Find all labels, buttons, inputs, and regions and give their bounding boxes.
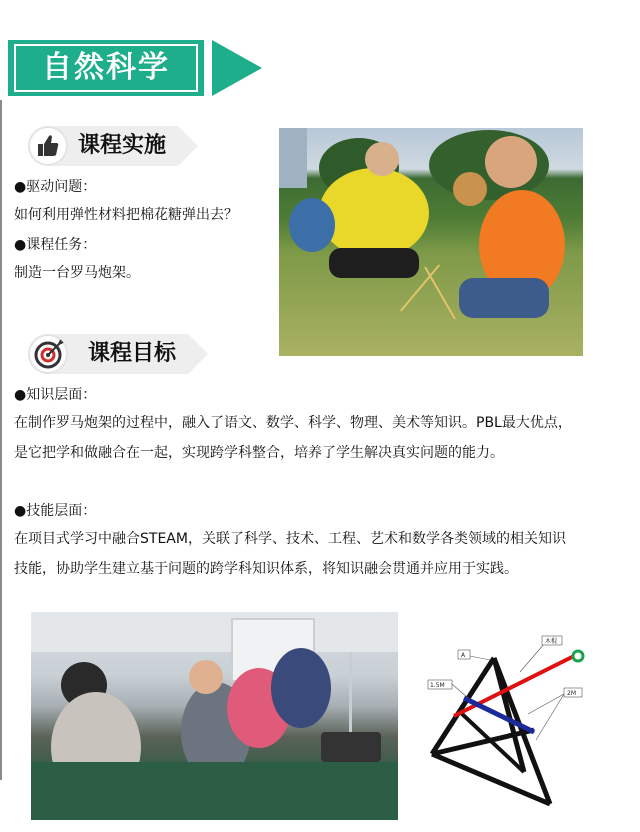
photo-adult-pants: [329, 248, 419, 278]
knowledge-text-line: 在制作罗马炮架的过程中，融入了语文、数学、科学、物理、美术等知识。PBL最大优点，: [14, 415, 572, 431]
section-heading-implementation: [14, 126, 184, 166]
skill-text-line: 技能，协助学生建立基于问题的跨学科知识体系，将知识融会贯通并应用于实践。: [14, 561, 518, 577]
photo-tablet: [321, 732, 381, 762]
banner-arrow: [212, 40, 262, 96]
photo-child-jeans: [459, 278, 549, 318]
diagram-label-1-5m: 1.5M: [430, 682, 445, 689]
knowledge-level-label: ●知识层面：: [14, 387, 97, 403]
header-banner: [8, 40, 204, 96]
target-icon: [28, 334, 68, 374]
photo-child2-head: [453, 172, 487, 206]
photo-faucet: [349, 652, 352, 732]
left-margin-rule: [0, 100, 2, 780]
diagram-label-a: A: [461, 652, 466, 659]
thumbs-up-icon: [28, 126, 68, 166]
diagram-label-2m: 2M: [567, 690, 576, 697]
page-title: 自然科学: [42, 50, 170, 85]
course-task-text: 制造一台罗马炮架。: [14, 265, 140, 281]
diagram-cup: [573, 651, 583, 661]
course-task-label: ●课程任务：: [14, 237, 97, 253]
section-title-implementation: 课程实施: [78, 133, 167, 158]
photo-student-head: [189, 660, 223, 694]
classroom-activity-photo: [31, 612, 398, 820]
diagram-label-stick: 木棍: [545, 638, 558, 645]
photo-adult-jacket: [319, 168, 429, 258]
photo-stick: [424, 267, 456, 320]
driving-question-text: 如何利用弹性材料把棉花糖弹出去？: [14, 207, 238, 223]
photo-desk: [31, 762, 398, 820]
skill-text-line: 在项目式学习中融合STEAM，关联了科学、技术、工程、艺术和数学各类领域的相关知识: [14, 531, 566, 547]
photo-adult-head: [365, 142, 399, 176]
section-heading-goals: [14, 334, 194, 374]
catapult-diagram: [424, 632, 620, 812]
photo-building: [279, 128, 307, 188]
photo-backpack: [289, 198, 335, 252]
photo-child-head: [485, 136, 537, 188]
knowledge-text-line: 是它把学和做融合在一起，实现跨学科整合，培养了学生解决真实问题的能力。: [14, 445, 504, 461]
skill-level-label: ●技能层面：: [14, 503, 97, 519]
driving-question-label: ●驱动问题：: [14, 179, 97, 195]
section-title-goals: 课程目标: [88, 341, 177, 366]
photo-student-dark: [271, 648, 331, 728]
outdoor-activity-photo: [279, 128, 583, 356]
photo-wall: [31, 612, 398, 652]
